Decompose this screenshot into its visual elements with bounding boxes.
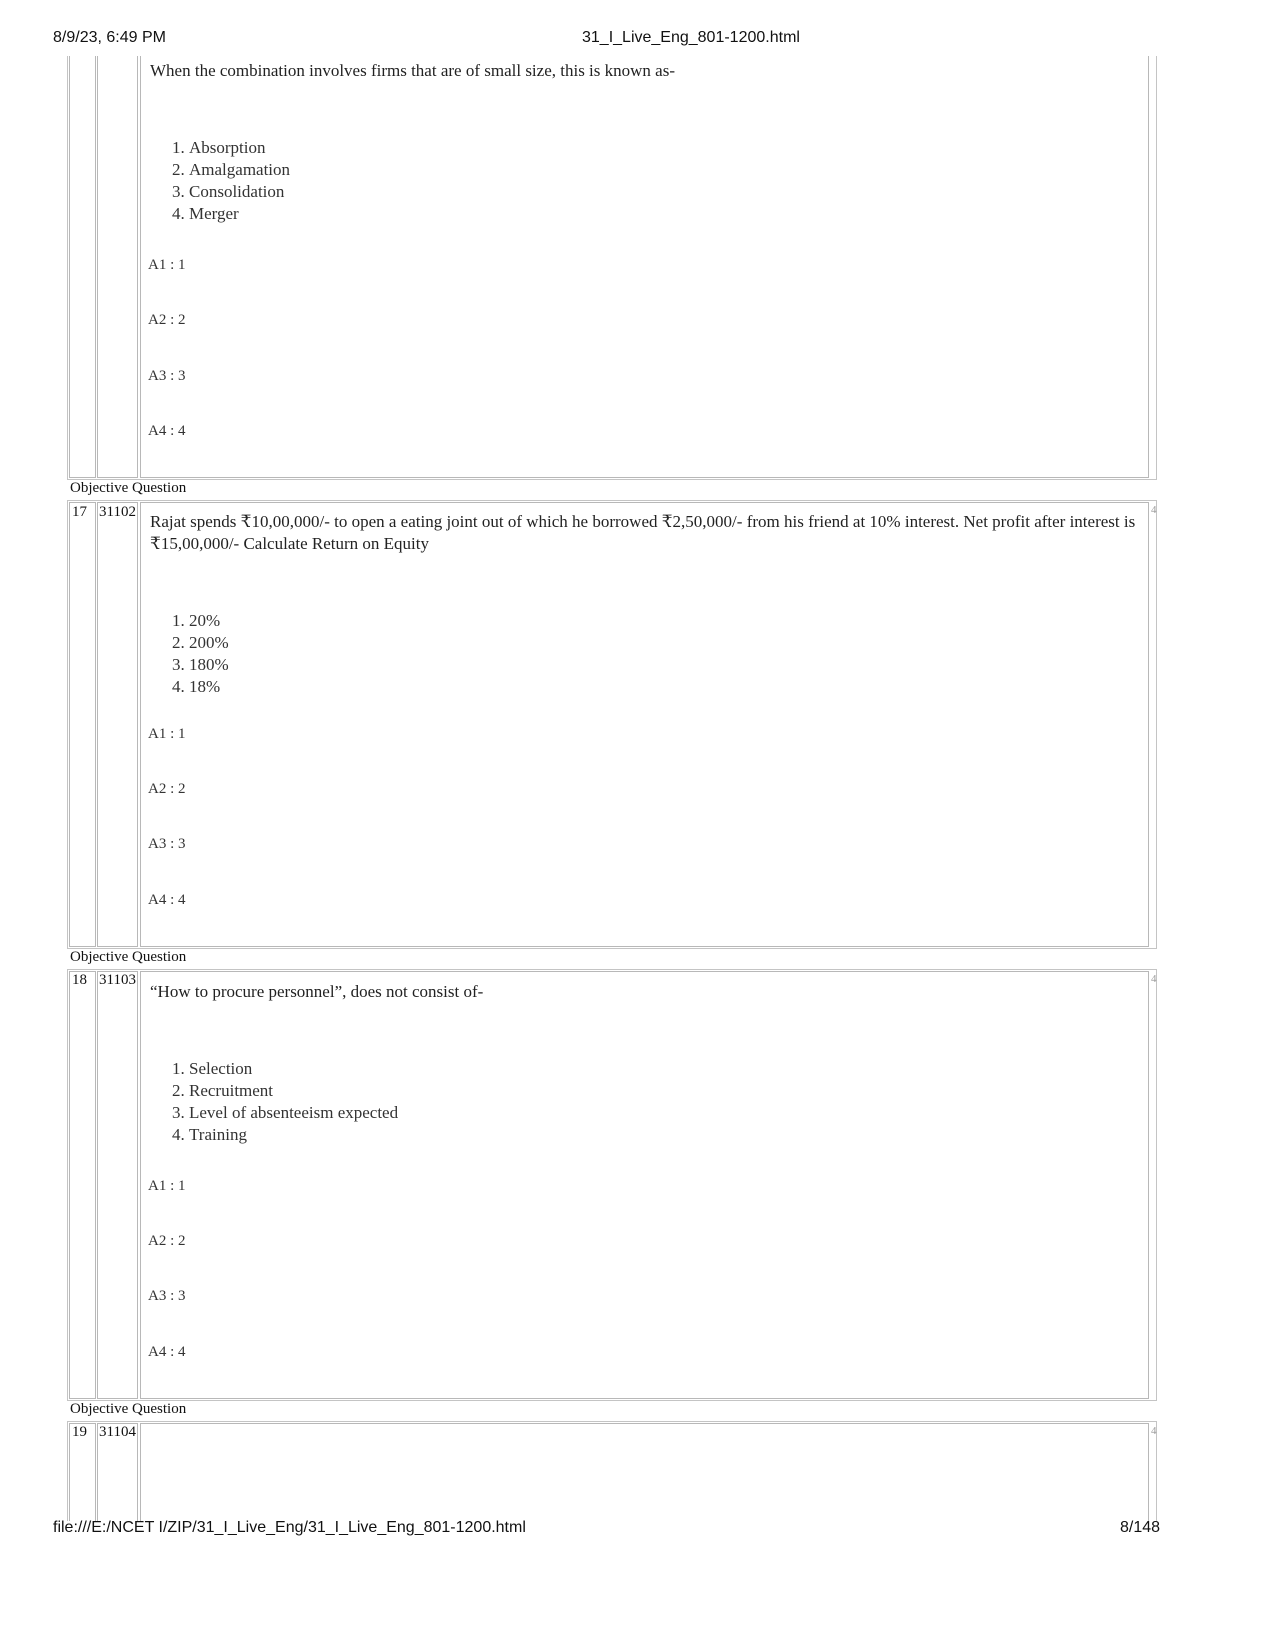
answer-line: A3 : 3 — [148, 1288, 186, 1304]
answer-line: A4 : 4 — [148, 1344, 186, 1360]
option-item: 1. 20% — [189, 610, 229, 632]
answer-line: A3 : 3 — [148, 368, 186, 384]
option-item: 2. Amalgamation — [189, 159, 290, 181]
id-cell — [97, 502, 138, 947]
number-cell — [69, 971, 96, 1399]
answer-line: A1 : 1 — [148, 726, 186, 742]
print-datetime: 8/9/23, 6:49 PM — [53, 29, 166, 46]
answer-line: A4 : 4 — [148, 892, 186, 908]
question-cell — [140, 502, 1149, 947]
question-text: Rajat spends ₹10,00,000/- to open a eating joint out of which he borrowed ₹2,50,000/- from his friend at 10% interest. Net profit after interest is ₹15,00,000/- Calculate Return on Equity — [150, 512, 1136, 553]
option-item: 4. Merger — [189, 203, 290, 225]
answer-line: A4 : 4 — [148, 423, 186, 439]
number-cell — [69, 56, 96, 478]
answer-line: A1 : 1 — [148, 257, 186, 273]
edge-mark: 4 — [1151, 1425, 1157, 1437]
option-item: 2. Recruitment — [189, 1080, 398, 1102]
question-cell — [140, 1423, 1149, 1521]
question-number: 19 — [72, 1424, 87, 1440]
file-path: file:///E:/NCET I/ZIP/31_I_Live_Eng/31_I_Live_Eng_801-1200.html — [53, 1519, 526, 1536]
edge-mark: 4 — [1151, 504, 1157, 516]
question-type-label: Objective Question — [70, 949, 187, 965]
option-item: 2. 200% — [189, 632, 229, 654]
option-item: 3. 180% — [189, 654, 229, 676]
answer-line: A3 : 3 — [148, 836, 186, 852]
question-cell — [140, 56, 1149, 478]
question-id: 31102 — [99, 504, 136, 520]
number-cell — [69, 502, 96, 947]
question-cell — [140, 971, 1149, 1399]
option-item: 4. Training — [189, 1124, 398, 1146]
option-item: 4. 18% — [189, 676, 229, 698]
answer-line: A2 : 2 — [148, 781, 186, 797]
options-list — [147, 1058, 398, 1146]
page-number: 8/148 — [1120, 1519, 1161, 1536]
id-cell — [97, 56, 138, 478]
option-item: 1. Absorption — [189, 137, 290, 159]
option-item: 3. Consolidation — [189, 181, 290, 203]
option-item: 1. Selection — [189, 1058, 398, 1080]
option-item: 3. Level of absenteeism expected — [189, 1102, 398, 1124]
edge-mark: 4 — [1151, 973, 1157, 985]
question-type-label: Objective Question — [70, 480, 187, 496]
answer-line: A2 : 2 — [148, 1233, 186, 1249]
answer-line: A1 : 1 — [148, 1178, 186, 1194]
options-list — [147, 137, 290, 225]
question-number: 17 — [72, 504, 87, 520]
question-text: When the combination involves firms that are of small size, this is known as- — [150, 61, 675, 80]
id-cell — [97, 971, 138, 1399]
question-text: “How to procure personnel”, does not consist of- — [150, 982, 484, 1001]
question-id: 31103 — [99, 972, 136, 988]
question-type-label: Objective Question — [70, 1401, 187, 1417]
options-list — [147, 610, 229, 698]
document-title: 31_I_Live_Eng_801-1200.html — [582, 29, 800, 46]
question-number: 18 — [72, 972, 87, 988]
answer-line: A2 : 2 — [148, 312, 186, 328]
question-id: 31104 — [99, 1424, 136, 1440]
